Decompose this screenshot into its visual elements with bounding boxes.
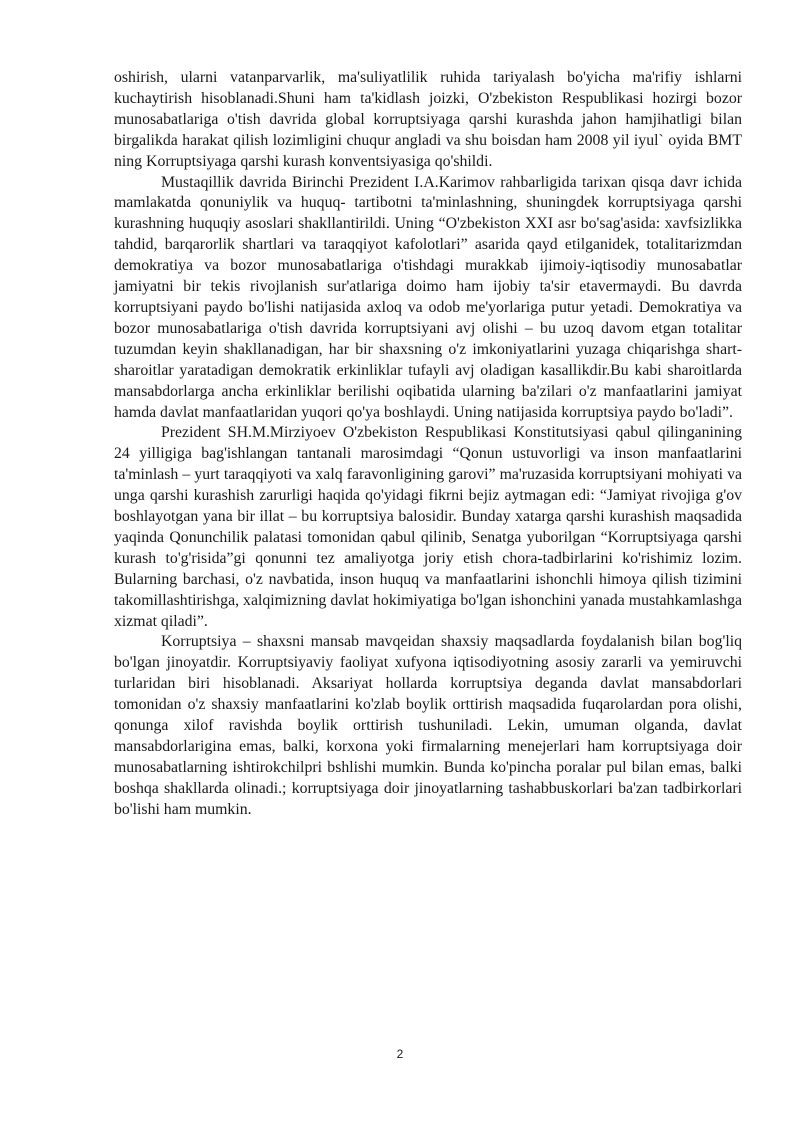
paragraph-2: Mustaqillik davrida Birinchi Prezident I.A.Karimov rahbarligida tarixan qisqa davr ichida mamlakatda qonuniylik va huquq- tartibotni ta'minlashning, shuningdek korruptsiyaga qarshi kurashning huquqiy asoslari shakllantirildi. Uning “O'zbekiston XXI asr bo'sag'asida: xavfsizlikka tahdid, barqarorlik shartlari va taraqqiyot kafolotlari” asarida qayd etilganidek, totalitarizmdan demokratiya va bozor munosabatlariga o'tishdagi murakkab ijimoiy-iqtisodiy munosabatlar jamiyatni bir tekis rivojlanish sur'atlariga doimo ham ijobiy ta'sir etavermaydi. Bu davrda korruptsiyani paydo bo'lishi natijasida axloq va odob me'yorlariga putur yetadi. Demokratiya va bozor munosabatlariga o'tish davrida korruptsiyani avj olishi – bu uzoq davom etgan totalitar tuzumdan keyin shakllanadigan, har bir shaxsning o'z imkoniyatlarini yuzaga chiqarishga shart-sharoitlar yaratadigan demokratik erkinliklar tufayli avj oladigan kasallikdir.Bu kabi sharoitlarda mansabdorlarga ancha erkinliklar berilishi oqibatida ularning ba'zilari o'z manfaatlarini jamiyat hamda davlat manfaatlaridan yuqori qo'ya boshlaydi. Uning natijasida korruptsiya paydo bo'ladi”. — [114, 173, 742, 421]
paragraph-3: Prezident SH.M.Mirziyoev O'zbekiston Respublikasi Konstitutsiyasi qabul qilinganining 24 yilligiga bag'ishlangan tantanali marosimdagi “Qonun ustuvorligi va inson manfaatlarini ta'minlash – yurt taraqqiyoti va xalq faravonligining garovi” ma'ruzasida korruptsiyani mohiyati va unga qarshi kurashish zarurligi haqida qo'yidagi fikrni bejiz aytmagan edi: “Jamiyat rivojiga g'ov boshlayotgan yana bir illat – bu korruptsiya balosidir. Bunday xatarga qarshi kurashish maqsadida yaqinda Qonunchilik palatasi tomonidan qabul qilinib, Senatga yuborilgan “Korruptsiyaga qarshi kurash to'g'risida”gi qonunni tez amaliyotga joriy etish chora-tadbirlarini ko'rishimiz lozim. Bularning barchasi, o'z navbatida, inson huquq va manfaatlarini ishonchli himoya qilish tizimini takomillashtirishga, xalqimizning davlat hokimiyatiga bo'lgan ishonchini yanada mustahkamlashga xizmat qiladi”. — [114, 424, 742, 630]
paragraph-4: Korruptsiya – shaxsni mansab mavqeidan shaxsiy maqsadlarda foydalanish bilan bog'liq bo'lgan jinoyatdir. Korruptsiyaviy faoliyat xufyona iqtisodiyotning asosiy zararli va yemiruvchi turlaridan biri hisoblanadi. Aksariyat hollarda korruptsiya deganda davlat mansabdorlari tomonidan o'z shaxsiy manfaatlarini ko'zlab boylik orttirish maqsadida fuqarolardan pora olishi, qonunga xilof ravishda boylik orttirish tushuniladi. Lekin, umuman olganda, davlat mansabdorlarigina emas, balki, korxona yoki firmalarning menejerlari ham korruptsiyaga doir munosabatlarning ishtirokchilpri bshlishi mumkin. Bunda ko'pincha poralar pul bilan emas, balki boshqa shakllarda olinadi.; korruptsiyaga doir jinoyatlarning tashabbuskorlari ba'zan tadbirkorlari bo'lishi ham mumkin. — [114, 633, 742, 818]
page-number: 2 — [396, 1047, 404, 1061]
paragraph-1: oshirish, ularni vatanparvarlik, ma'suliyatlilik ruhida tariyalash bo'yicha ma'rifiy ishlarni kuchaytirish hisoblanadi.Shuni ham ta'kidlash joizki, O'zbekiston Respublikasi hozirgi bozor munosabatlariga o'tish davrida global korruptsiyaga qarshi kurashda jahon hamjihatligi bilan birgalikda harakat qilish lozimligini chuqur angladi va shu boisdan ham 2008 yil iyul` oyida BMT ning Korruptsiyaga qarshi kurash konventsiyasiga qo'shildi. — [114, 69, 742, 170]
document-body — [114, 68, 742, 821]
